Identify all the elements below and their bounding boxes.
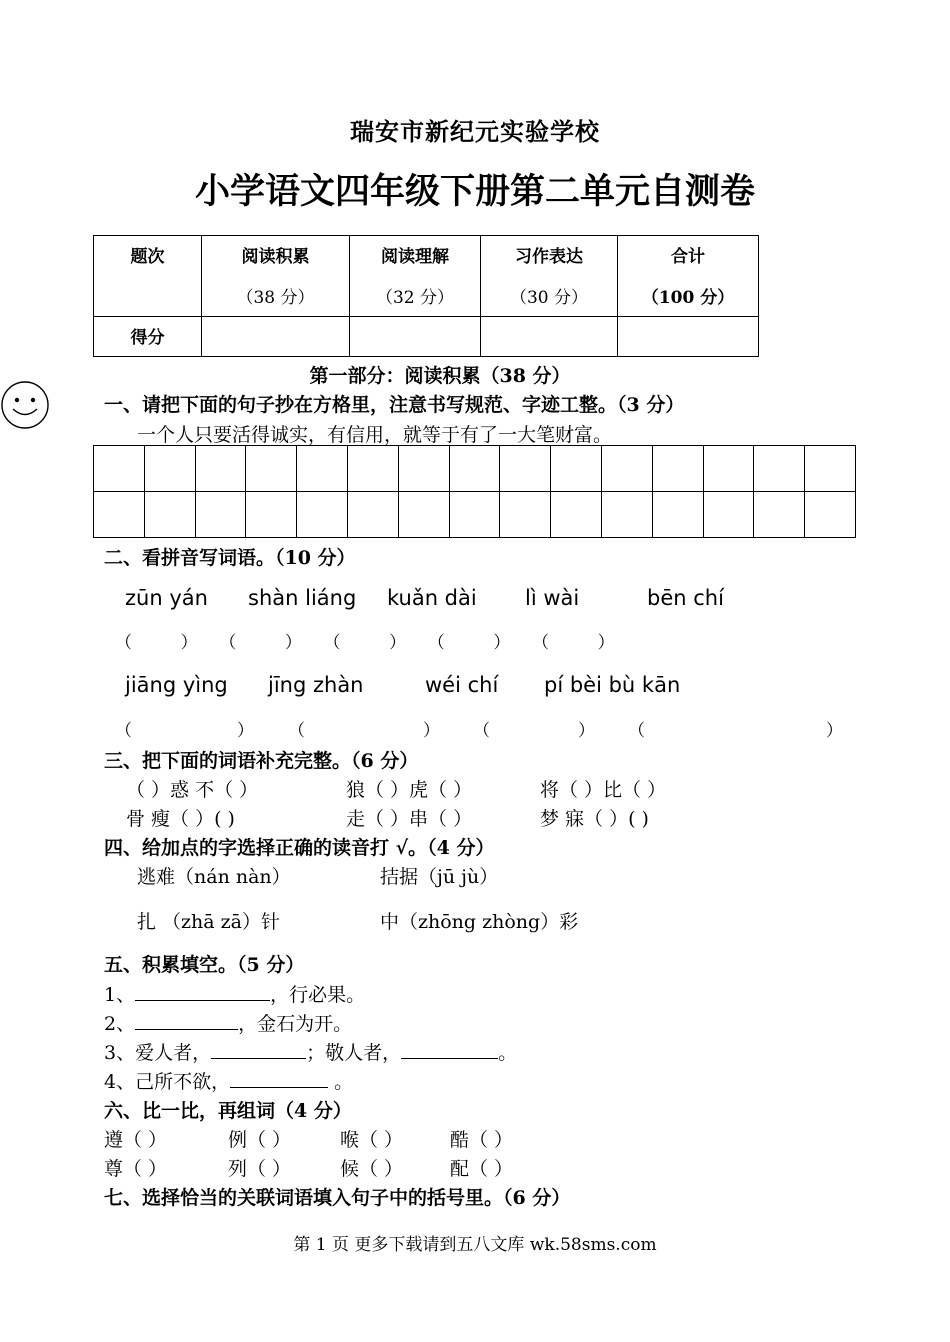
fill-blank[interactable] [211, 1040, 306, 1059]
score-input-cell[interactable] [481, 317, 618, 357]
compare-item[interactable]: 酷（ ） [450, 1129, 514, 1151]
pinyin-item: jiāng yìng [125, 673, 228, 697]
fill-line-3: 3、爱人者， ；敬人者， 。 [104, 1042, 518, 1064]
pinyin-item: zūn yán [125, 586, 208, 610]
pinyin-item: wéi chí [425, 673, 499, 697]
answer-bracket[interactable]: （ [115, 721, 132, 741]
idiom-item[interactable]: （ ）惑 不（ ） [126, 779, 259, 801]
score-table-header-cell: 合计 （100 分） [618, 236, 759, 317]
pinyin-item: lì wài [525, 586, 580, 610]
score-table [93, 235, 759, 357]
pinyin-item: shàn liáng [248, 586, 357, 610]
page-title: 小学语文四年级下册第二单元自测卷 [194, 172, 755, 212]
q4-title: 四、给加点的字选择正确的读音打 √。（4 分） [104, 837, 495, 859]
fill-blank[interactable] [135, 982, 270, 1001]
fill-line-4: 4、己所不欲， 。 [104, 1071, 354, 1093]
pronunciation-item[interactable]: 逃难（nán nàn） [137, 866, 291, 888]
score-input-cell[interactable] [350, 317, 481, 357]
q6-title: 六、比一比，再组词（4 分） [104, 1100, 352, 1122]
answer-bracket[interactable]: （ [628, 721, 645, 741]
idiom-item[interactable]: 梦 寐（ ）( ) [540, 808, 649, 830]
pronunciation-item[interactable]: 中（zhōng zhòng）彩 [380, 911, 579, 933]
score-input-cell[interactable] [618, 317, 759, 357]
compare-item[interactable]: 配（ ） [450, 1158, 514, 1180]
score-table-header-cell: 习作表达 （30 分） [481, 236, 618, 317]
score-row-label: 得分 [94, 317, 202, 357]
part1-title: 第一部分：阅读积累（38 分） [309, 365, 571, 387]
fill-line-2: 2、 ，金石为开。 [104, 1013, 353, 1035]
score-table-header-cell: 阅读理解 （32 分） [350, 236, 481, 317]
writing-grid[interactable] [93, 445, 856, 538]
fill-blank[interactable] [230, 1069, 328, 1088]
compare-item[interactable]: 列（ ） [228, 1158, 292, 1180]
compare-item[interactable]: 喉（ ） [340, 1129, 404, 1151]
compare-item[interactable]: 例（ ） [228, 1129, 292, 1151]
compare-item[interactable]: 遵（ ） [104, 1129, 168, 1151]
pinyin-item: kuǎn dài [387, 586, 477, 610]
fill-blank[interactable] [135, 1011, 238, 1030]
idiom-item[interactable]: 骨 瘦（ ）( ) [126, 808, 235, 830]
q3-title: 三、把下面的词语补充完整。（6 分） [104, 750, 419, 772]
pinyin-item: bēn chí [647, 586, 724, 610]
school-name: 瑞安市新纪元实验学校 [350, 117, 600, 146]
idiom-item[interactable]: 狼（ ）虎（ ） [346, 779, 473, 801]
q2-title: 二、看拼音写词语。（10 分） [104, 547, 356, 569]
score-table-header-cell: 阅读积累 （38 分） [202, 236, 350, 317]
pronunciation-item[interactable]: 扎 （zhā zā）针 [137, 911, 280, 933]
answer-bracket[interactable]: （ [288, 721, 305, 741]
compare-item[interactable]: 候（ ） [340, 1158, 404, 1180]
q7-title: 七、选择恰当的关联词语填入句子中的括号里。（6 分） [104, 1187, 571, 1209]
answer-brackets-row1[interactable]: （ ） （ ） （ ） （ ） （ ） [115, 633, 615, 653]
answer-bracket: ） [826, 721, 843, 741]
compare-item[interactable]: 尊（ ） [104, 1158, 168, 1180]
fill-blank[interactable] [401, 1040, 498, 1059]
page-footer: 第 1 页 更多下载请到五八文库 wk.58sms.com [293, 1235, 657, 1255]
score-table-header-cell: 题次 [94, 236, 202, 317]
q1-title: 一、请把下面的句子抄在方格里，注意书写规范、字迹工整。（3 分） [104, 394, 685, 416]
idiom-item[interactable]: 将（ ）比（ ） [540, 779, 667, 801]
pinyin-item: jīng zhàn [268, 673, 364, 697]
answer-bracket: ） [237, 721, 254, 741]
pronunciation-item[interactable]: 拮据（jū jù） [380, 866, 499, 888]
fill-line-1: 1、 ，行必果。 [104, 984, 366, 1006]
answer-bracket[interactable]: （ [473, 721, 490, 741]
pinyin-item: pí bèi bù kān [544, 673, 681, 697]
q5-title: 五、积累填空。（5 分） [104, 954, 305, 976]
answer-bracket: ） [423, 721, 440, 741]
q1-sentence: 一个人只要活得诚实，有信用，就等于有了一大笔财富。 [137, 424, 613, 446]
smiley-icon [0, 380, 52, 430]
answer-bracket: ） [578, 721, 595, 741]
score-input-cell[interactable] [202, 317, 350, 357]
idiom-item[interactable]: 走（ ）串（ ） [346, 808, 473, 830]
